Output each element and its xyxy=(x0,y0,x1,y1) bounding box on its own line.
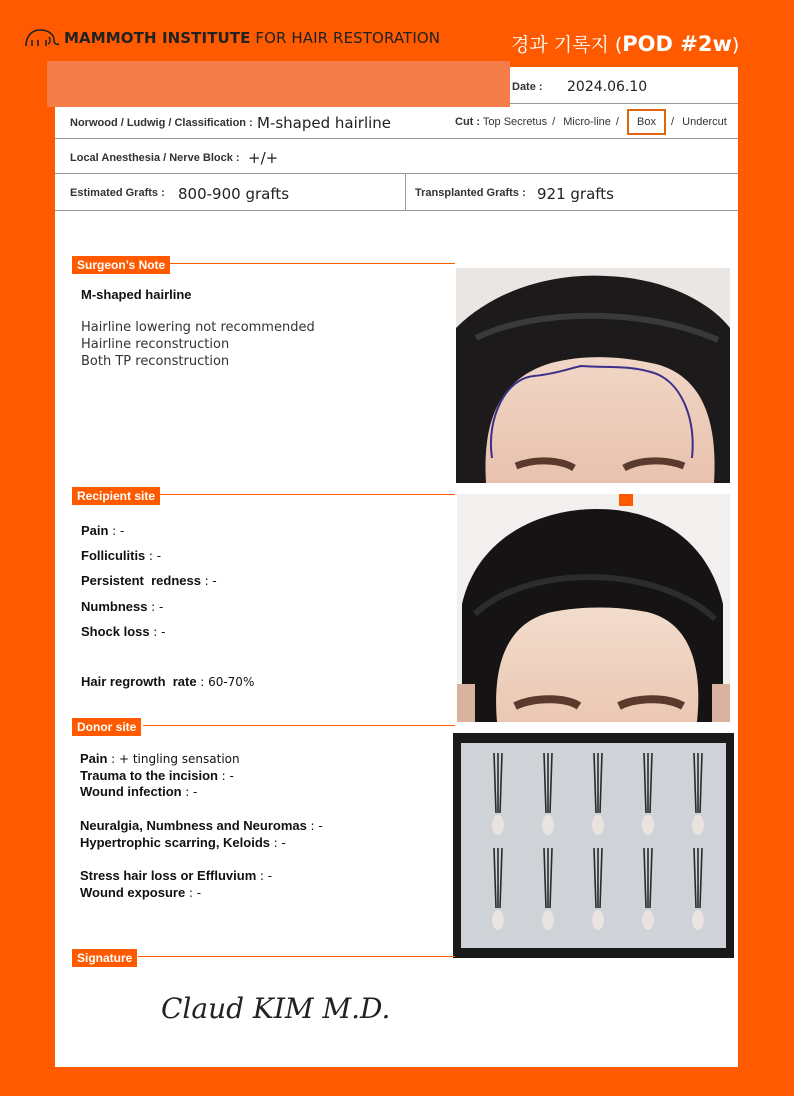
cut-options: Cut : Top Secretus / Micro-line / Box / Undercut xyxy=(455,116,727,128)
signature-tab: Signature xyxy=(72,949,137,967)
grafts-row xyxy=(55,173,738,211)
transplanted-grafts-value: 921 grafts xyxy=(537,185,614,203)
donor-item-pain: Pain : + tingling sensation xyxy=(80,751,240,766)
anesthesia-label: Local Anesthesia / Nerve Block : xyxy=(70,152,240,164)
recipient-item-pain: Pain : - xyxy=(81,523,125,538)
surgeons-note-line: Both TP reconstruction xyxy=(81,354,230,369)
classification-value: M-shaped hairline xyxy=(257,114,392,132)
logo xyxy=(24,28,440,48)
logo-regular-text: FOR HAIR RESTORATION xyxy=(255,29,441,47)
donor-site-divider xyxy=(143,725,455,726)
recipient-item-numbness: Numbness : - xyxy=(81,599,164,614)
graft-tray-photo xyxy=(453,733,734,958)
signature-handwriting: Claud KIM M.D. xyxy=(161,992,391,1025)
post-op-hairline-photo xyxy=(457,494,730,722)
anesthesia-value: +/+ xyxy=(248,149,279,167)
donor-item-incision-trauma: Trauma to the incision : - xyxy=(80,768,234,783)
recipient-site-tab: Recipient site xyxy=(72,487,160,505)
donor-item-effluvium: Stress hair loss or Effluvium : - xyxy=(80,868,273,883)
pre-op-hairline-photo xyxy=(456,268,730,483)
doc-title-pod: POD #2w xyxy=(622,32,732,56)
surgeons-note-line: Hairline lowering not recommended xyxy=(81,320,315,335)
surgeons-note-tab: Surgeon’s Note xyxy=(72,256,170,274)
grafts-divider xyxy=(405,173,406,210)
recipient-item-shock-loss: Shock loss : - xyxy=(81,624,166,639)
classification-label: Norwood / Ludwig / Classification : xyxy=(70,117,253,129)
redaction-block xyxy=(47,61,510,107)
recipient-site-divider xyxy=(157,494,455,495)
donor-item-wound-exposure: Wound exposure : - xyxy=(80,885,202,900)
doc-title-close: ) xyxy=(731,34,740,56)
cut-option-top-secretus[interactable]: Top Secretus xyxy=(482,116,548,128)
donor-item-wound-infection: Wound infection : - xyxy=(80,784,198,799)
date-value: 2024.06.10 xyxy=(567,79,648,95)
cut-option-box-selected[interactable]: Box xyxy=(627,109,666,135)
date-label: Date : xyxy=(512,81,543,93)
donor-item-neuralgia: Neuralgia, Numbness and Neuromas : - xyxy=(80,818,323,833)
signature-divider xyxy=(138,956,455,957)
recipient-item-redness: Persistent redness : - xyxy=(81,573,217,588)
donor-site-tab: Donor site xyxy=(72,718,141,736)
logo-bold-text: MAMMOTH INSTITUTE xyxy=(64,29,251,47)
anesthesia-row xyxy=(55,138,738,174)
cut-label: Cut : xyxy=(455,116,481,128)
record-sheet xyxy=(55,67,738,1067)
estimated-grafts-value: 800-900 grafts xyxy=(178,185,290,203)
classification-row xyxy=(55,103,738,139)
doc-title-korean: 경과 기록지 ( xyxy=(511,34,623,56)
donor-item-scarring: Hypertrophic scarring, Keloids : - xyxy=(80,835,286,850)
transplanted-grafts-label: Transplanted Grafts : xyxy=(415,187,526,199)
surgeons-note-divider xyxy=(165,263,455,264)
recipient-item-regrowth-rate: Hair regrowth rate : 60-70% xyxy=(81,674,255,689)
cut-option-micro-line[interactable]: Micro-line xyxy=(563,116,611,128)
surgeons-note-title: M-shaped hairline xyxy=(81,287,192,302)
header xyxy=(0,0,794,66)
document-title xyxy=(511,30,739,57)
recipient-item-folliculitis: Folliculitis : - xyxy=(81,548,162,563)
surgeons-note-line: Hairline reconstruction xyxy=(81,337,230,352)
cut-option-undercut[interactable]: Undercut xyxy=(682,116,727,128)
mammoth-icon xyxy=(24,28,60,48)
estimated-grafts-label: Estimated Grafts : xyxy=(70,187,165,199)
